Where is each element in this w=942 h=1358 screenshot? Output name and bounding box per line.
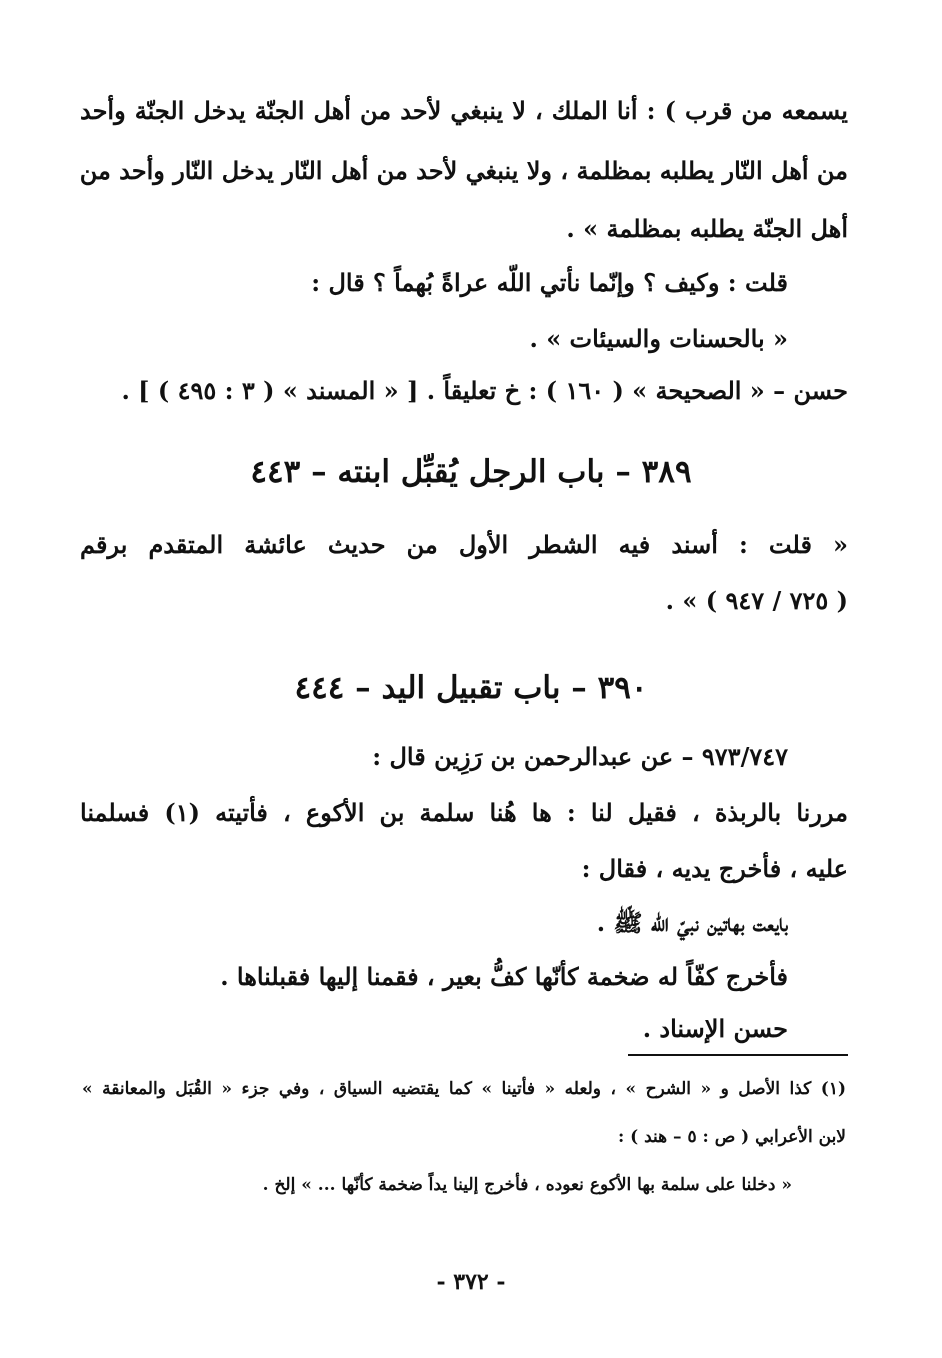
- hadith-text-line-1: مررنا بالربذة ، فقيل لنا : ها هُنا سلمة بن الأكوع ، فأتيته (١) فسلمنا: [80, 798, 849, 827]
- chapter-389-line-1: « قلت : أسند فيه الشطر الأول من حديث عائشة المتقدم برقم: [80, 530, 848, 559]
- question-line: قلت : وكيف ؟ وإنّما نأتي اللّه عراةً بُهماً ؟ قال :: [311, 268, 788, 297]
- footnote-line-1: (١) كذا الأصل و « الشرح » ، ولعله « فأتينا » كما يقتضيه السياق ، وفي جزء « القُبَل والمعانقة »: [82, 1079, 846, 1099]
- body-line-2: من أهل النّار يطلبه بمظلمة ، ولا ينبغي لأحد من أهل النّار يدخل النّار وأحد من: [79, 156, 848, 185]
- hadith-number-line: ٩٧٣/٧٤٧ – عن عبدالرحمن بن رَزِين قال :: [372, 742, 788, 771]
- chapter-389-line-2: ( ٧٢٥ / ٩٤٧ ) » .: [665, 586, 848, 615]
- hadith-text-line-2: عليه ، فأخرج يديه ، فقال :: [581, 854, 848, 883]
- footnote-line-2: لابن الأعرابي ( ص : ٥ – هند ) :: [617, 1127, 846, 1147]
- hadith-text-line-3: فأخرج كفّاً له ضخمة كأنّها كفُّ بعير ، فقمنا إليها فقبلناها .: [220, 962, 788, 991]
- body-line-1: يسمعه من قرب ) : أنا الملك ، لا ينبغي لأحد من أهل الجنّة يدخل الجنّة وأحد: [80, 96, 848, 125]
- footnote-separator: [628, 1054, 848, 1056]
- body-line-3: أهل الجنّة يطلبه بمظلمة » .: [566, 214, 848, 243]
- chapter-heading-390: ٣٩٠ – باب تقبيل اليد – ٤٤٤: [294, 670, 648, 706]
- hadith-grading-line: حسن الإسناد .: [642, 1014, 788, 1043]
- chapter-heading-389: ٣٨٩ – باب الرجل يُقبِّل ابنته – ٤٤٣: [250, 454, 692, 490]
- hadith-quote-line: بايعت بهاتين نبيّ اللّه ﷺ .: [596, 908, 788, 937]
- page-number: - ٣٧٢ -: [436, 1269, 506, 1295]
- footnote-line-3: « دخلنا على سلمة بها الأكوع نعوده ، فأخرج إلينا يداً ضخمة كأنّها ... » إلخ .: [262, 1175, 792, 1195]
- answer-line: « بالحسنات والسيئات » .: [529, 324, 788, 353]
- grading-line: حسن – « الصحيحة » ( ١٦٠ ) : خ تعليقاً . [ « المسند » ( ٣ : ٤٩٥ ) ] .: [121, 376, 848, 405]
